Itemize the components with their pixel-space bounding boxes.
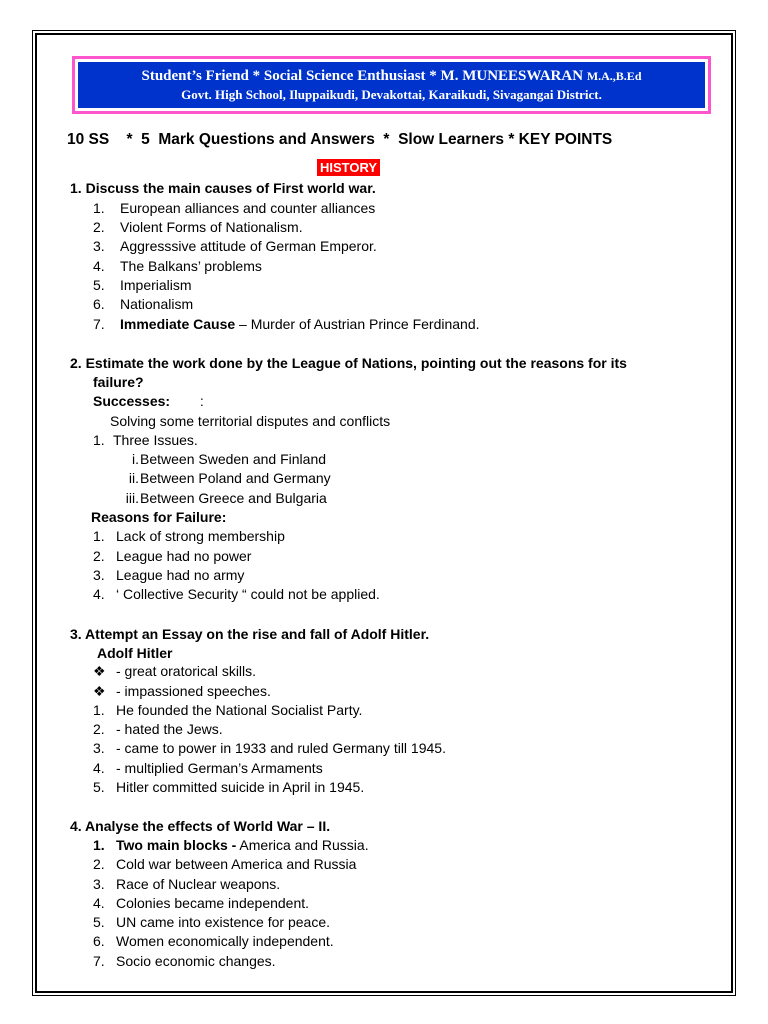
page-heading: 10 SS * 5 Mark Questions and Answers * Slow Learners * KEY POINTS [67, 131, 613, 148]
list-item-text: Lack of strong membership [116, 528, 285, 544]
list-item-text: The Balkans’ problems [120, 258, 262, 274]
list-item [93, 739, 446, 758]
immediate-cause-label: Immediate Cause [120, 316, 236, 332]
list-item-text: Between Poland and Germany [140, 470, 331, 486]
list-item-number: 7. [93, 316, 105, 332]
question-1-text: Discuss the main causes of First world war. [85, 180, 376, 196]
successes-colon: : [199, 393, 204, 409]
list-item-number: 1. [93, 528, 105, 544]
list-item-number: 1. [93, 200, 105, 216]
list-item-number: 4. [93, 760, 105, 776]
list-item [93, 431, 198, 450]
list-item [93, 932, 334, 951]
two-blocks-label: Two main blocks - [116, 837, 237, 853]
list-item-text: Socio economic changes. [116, 953, 276, 969]
list-item-number: 7. [93, 953, 105, 969]
list-item-number: i. [132, 451, 139, 467]
list-item-number: 4. [93, 586, 105, 602]
list-item [93, 701, 362, 720]
list-item-number: 2. [93, 721, 105, 737]
diamond-bullet-icon: ❖ [93, 663, 106, 679]
list-item-text: League had no army [116, 567, 245, 583]
question-1-number: 1. [70, 180, 82, 196]
list-item-number: 5. [93, 779, 105, 795]
list-item-number: 1. [93, 837, 105, 853]
list-item [93, 237, 377, 256]
list-item [93, 952, 276, 971]
section-badge-history: HISTORY [317, 159, 380, 176]
list-item-text: Race of Nuclear weapons. [116, 876, 281, 892]
bullet-item [93, 682, 271, 701]
list-item [93, 585, 380, 604]
list-item [93, 875, 280, 894]
list-item-text: Colonies became independent. [116, 895, 310, 911]
list-item [93, 778, 364, 797]
bullet-item-text: - impassioned speeches. [116, 683, 271, 699]
banner-title-degree: M.A.,B.Ed [586, 69, 642, 83]
list-item-text: He founded the National Socialist Party. [116, 702, 363, 718]
question-1 [70, 179, 376, 198]
list-item [93, 913, 330, 932]
list-item-text: European alliances and counter alliances [120, 200, 376, 216]
list-item [93, 855, 356, 874]
list-item-number: 5. [93, 914, 105, 930]
successes-text: Solving some territorial disputes and conflicts [110, 413, 391, 429]
list-item-number: 6. [93, 296, 105, 312]
list-item-number: 4. [93, 258, 105, 274]
list-item [118, 469, 331, 488]
list-item-text: Hitler committed suicide in April in 1945. [116, 779, 365, 795]
list-item-number: iii. [125, 490, 139, 506]
question-2: 2. Estimate the work done by the League of Nations, pointing out the reasons for its [70, 355, 627, 371]
list-item-text: Women economically independent. [116, 933, 334, 949]
list-item-text: Between Greece and Bulgaria [140, 490, 327, 506]
list-item-number: 1. [93, 432, 105, 448]
list-item-number: 3. [93, 238, 105, 254]
adolf-hitler-subheading: Adolf Hitler [97, 645, 173, 661]
header-banner [72, 56, 711, 114]
list-item-number: 3. [93, 876, 105, 892]
question-3: 3. Attempt an Essay on the rise and fall of Adolf Hitler. [70, 626, 430, 642]
banner-title-line [142, 67, 642, 86]
list-item [93, 566, 244, 585]
successes-heading [93, 392, 204, 411]
list-item [93, 315, 480, 334]
list-item [93, 527, 285, 546]
list-item [93, 218, 303, 237]
list-item-number: 4. [93, 895, 105, 911]
list-item-number: 1. [93, 702, 105, 718]
failure-heading: Reasons for Failure: [91, 509, 227, 525]
list-item [93, 836, 369, 855]
immediate-cause-text: – Murder of Austrian Prince Ferdinand. [235, 316, 480, 332]
list-item-number: 2. [93, 219, 105, 235]
banner-school-line: Govt. High School, Iluppaikudi, Devakottai, Karaikudi, Sivagangai District. [181, 87, 602, 102]
list-item [118, 450, 326, 469]
list-item [93, 276, 192, 295]
banner-title-main: Student’s Friend * Social Science Enthusiast * M. MUNEESWARAN [141, 68, 584, 84]
list-item-text: League had no power [116, 548, 252, 564]
list-item-number: ii. [128, 470, 139, 486]
list-item-text: Cold war between America and Russia [116, 856, 357, 872]
list-item-text: - hated the Jews. [116, 721, 223, 737]
list-item-number: 2. [93, 548, 105, 564]
list-item-text: Nationalism [120, 296, 194, 312]
list-item [93, 547, 251, 566]
list-item [93, 295, 193, 314]
list-item [118, 489, 327, 508]
two-blocks-text: America and Russia. [236, 837, 369, 853]
list-item-text: ‘ Collective Security “ could not be applied. [116, 586, 380, 602]
list-item-text: Aggresssive attitude of German Emperor. [120, 238, 377, 254]
list-item-number: 2. [93, 856, 105, 872]
list-item-text: Three Issues. [113, 432, 198, 448]
bullet-item [93, 662, 256, 681]
list-item [93, 257, 262, 276]
list-item-text: - multiplied German’s Armaments [116, 760, 323, 776]
list-item [93, 199, 375, 218]
list-item-text: Imperialism [120, 277, 192, 293]
list-item [93, 720, 223, 739]
list-item-number: 3. [93, 740, 105, 756]
list-item-text: Violent Forms of Nationalism. [120, 219, 303, 235]
list-item-number: 3. [93, 567, 105, 583]
list-item-text: - came to power in 1933 and ruled Germany till 1945. [116, 740, 446, 756]
list-item-number: 5. [93, 277, 105, 293]
list-item-number: 6. [93, 933, 105, 949]
list-item [93, 759, 323, 778]
successes-label: Successes: [93, 393, 171, 409]
question-4: 4. Analyse the effects of World War – II. [70, 818, 331, 834]
bullet-item-text: - great oratorical skills. [116, 663, 257, 679]
question-2-continued: failure? [93, 374, 144, 390]
list-item [93, 894, 309, 913]
list-item-text: Between Sweden and Finland [140, 451, 327, 467]
header-banner-fill [78, 62, 705, 108]
list-item-text: UN came into existence for peace. [116, 914, 330, 930]
diamond-bullet-icon: ❖ [93, 683, 106, 699]
